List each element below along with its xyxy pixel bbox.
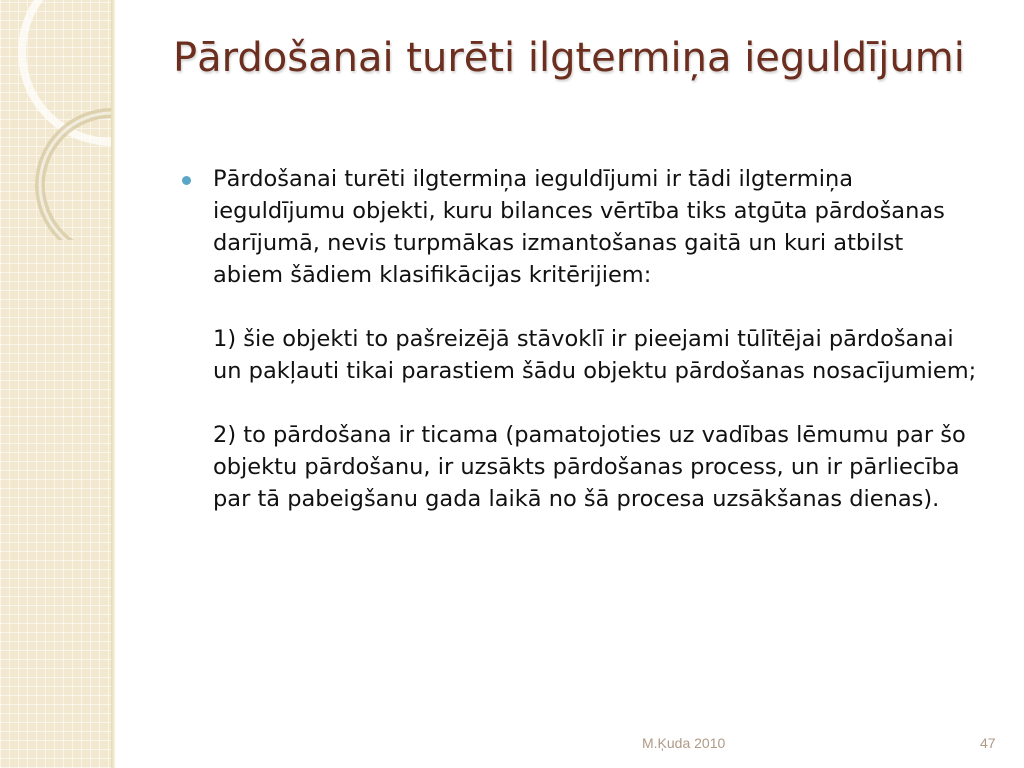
- decorative-rings: [0, 0, 111, 240]
- slide-title: Pārdošanai turēti ilgtermiņa ieguldījumi: [173, 35, 965, 81]
- footer-author: M.Ķuda 2010: [642, 735, 726, 751]
- criterion-1-paragraph: 1) šie objekti to pašreizējā stāvoklī ir pieejami tūlītējai pārdošanai un pakļauti tikai parastiem šādu objektu pārdošanas nosacījumiem;: [213, 326, 977, 384]
- criterion-2-paragraph: 2) to pārdošana ir ticama (pamatojoties uz vadības lēmumu par šo objektu pārdošanu, ir uzsākts pārdošanas process, un ir pārliecība par tā pabeigšanu gada laikā no šā procesa uzsākšanas dienas).: [213, 422, 966, 512]
- decorative-side-strip: [0, 0, 111, 768]
- bullet-item: [180, 163, 980, 515]
- side-strip-edge: [111, 0, 115, 768]
- slide-content: [180, 163, 980, 515]
- page-number: 47: [980, 735, 996, 751]
- intro-paragraph: Pārdošanai turēti ilgtermiņa ieguldījumi ir tādi ilgtermiņa ieguldījumu objekti, kuru bilances vērtība tiks atgūta pārdošanas darījumā, nevis turpmākas izmantošanas gaitā un kuri atbilst abiem šādiem klasifikācijas kritērijiem:: [213, 166, 945, 288]
- bullet-dot-icon: [182, 176, 191, 185]
- decorative-ring-top: [22, 0, 111, 142]
